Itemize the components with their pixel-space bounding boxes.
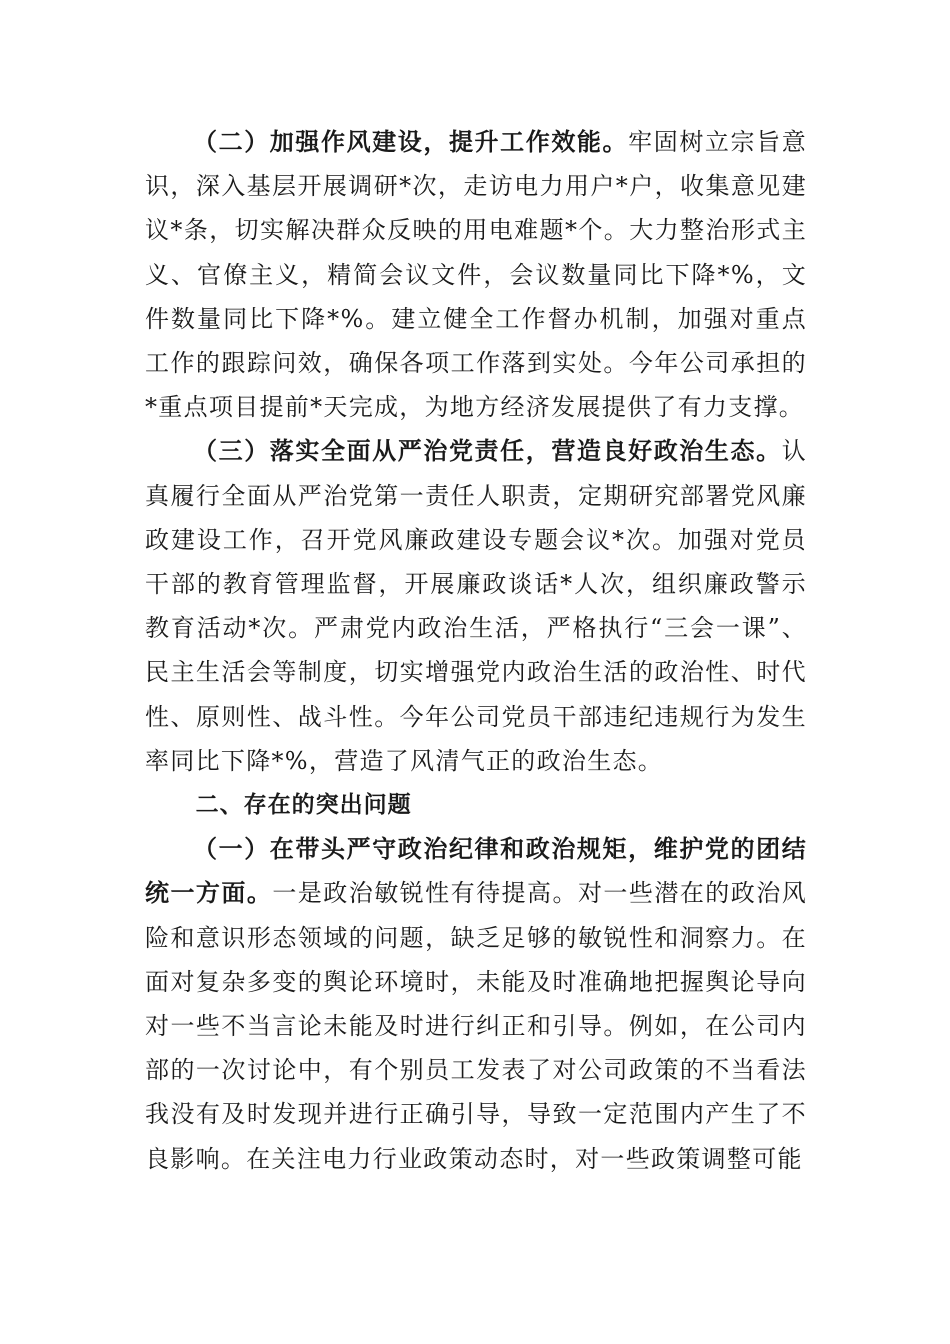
paragraph-work-style <box>145 120 807 429</box>
paragraph-party-discipline <box>145 429 807 783</box>
paragraph-lead: （三）落实全面从严治党责任，营造良好政治生态。 <box>193 436 782 466</box>
document-page <box>145 120 807 1181</box>
paragraph-problem-one <box>145 827 807 1181</box>
paragraph-body: 一是政治敏锐性有待提高。对一些潜在的政治风险和意识形态领域的问题，缺乏足够的敏锐性和洞察力。在面对复杂多变的舆论环境时，未能及时准确地把握舆论导向对一些不当言论未能及时进行纠正和引导。例如，在公司内部的一次讨论中，有个别员工发表了对公司政策的不当看法我没有及时发现并进行正确引导，导致一定范围内产生了不良影响。在关注电力行业政策动态时，对一些政策调整可能 <box>145 879 807 1173</box>
paragraph-body: 认真履行全面从严治党第一责任人职责，定期研究部署党风廉政建设工作，召开党风廉政建设专题会议*次。加强对党员干部的教育管理监督，开展廉政谈话*人次，组织廉政警示教育活动*次。严肃党内政治生活，严格执行“三会一课”、民主生活会等制度，切实增强党内政治生活的政治性、时代性、原则性、战斗性。今年公司党员干部违纪违规行为发生率同比下降*%，营造了风清气正的政治生态。 <box>145 437 807 775</box>
paragraph-body: 牢固树立宗旨意识，深入基层开展调研*次，走访电力用户*户，收集意见建议*条，切实解决群众反映的用电难题*个。大力整治形式主义、官僚主义，精简会议文件，会议数量同比下降*%，文件数量同比下降*%。建立健全工作督办机制，加强对重点工作的跟踪问效，确保各项工作落到实处。今年公司承担的*重点项目提前*天完成，为地方经济发展提供了有力支撑。 <box>145 128 807 422</box>
paragraph-lead: （二）加强作风建设，提升工作效能。 <box>193 127 629 156</box>
paragraph-lead: （一）在带头严守政治纪律和政治规矩，维护党的团结统一方面。 <box>145 834 807 908</box>
section-heading: 二、存在的突出问题 <box>195 792 412 819</box>
